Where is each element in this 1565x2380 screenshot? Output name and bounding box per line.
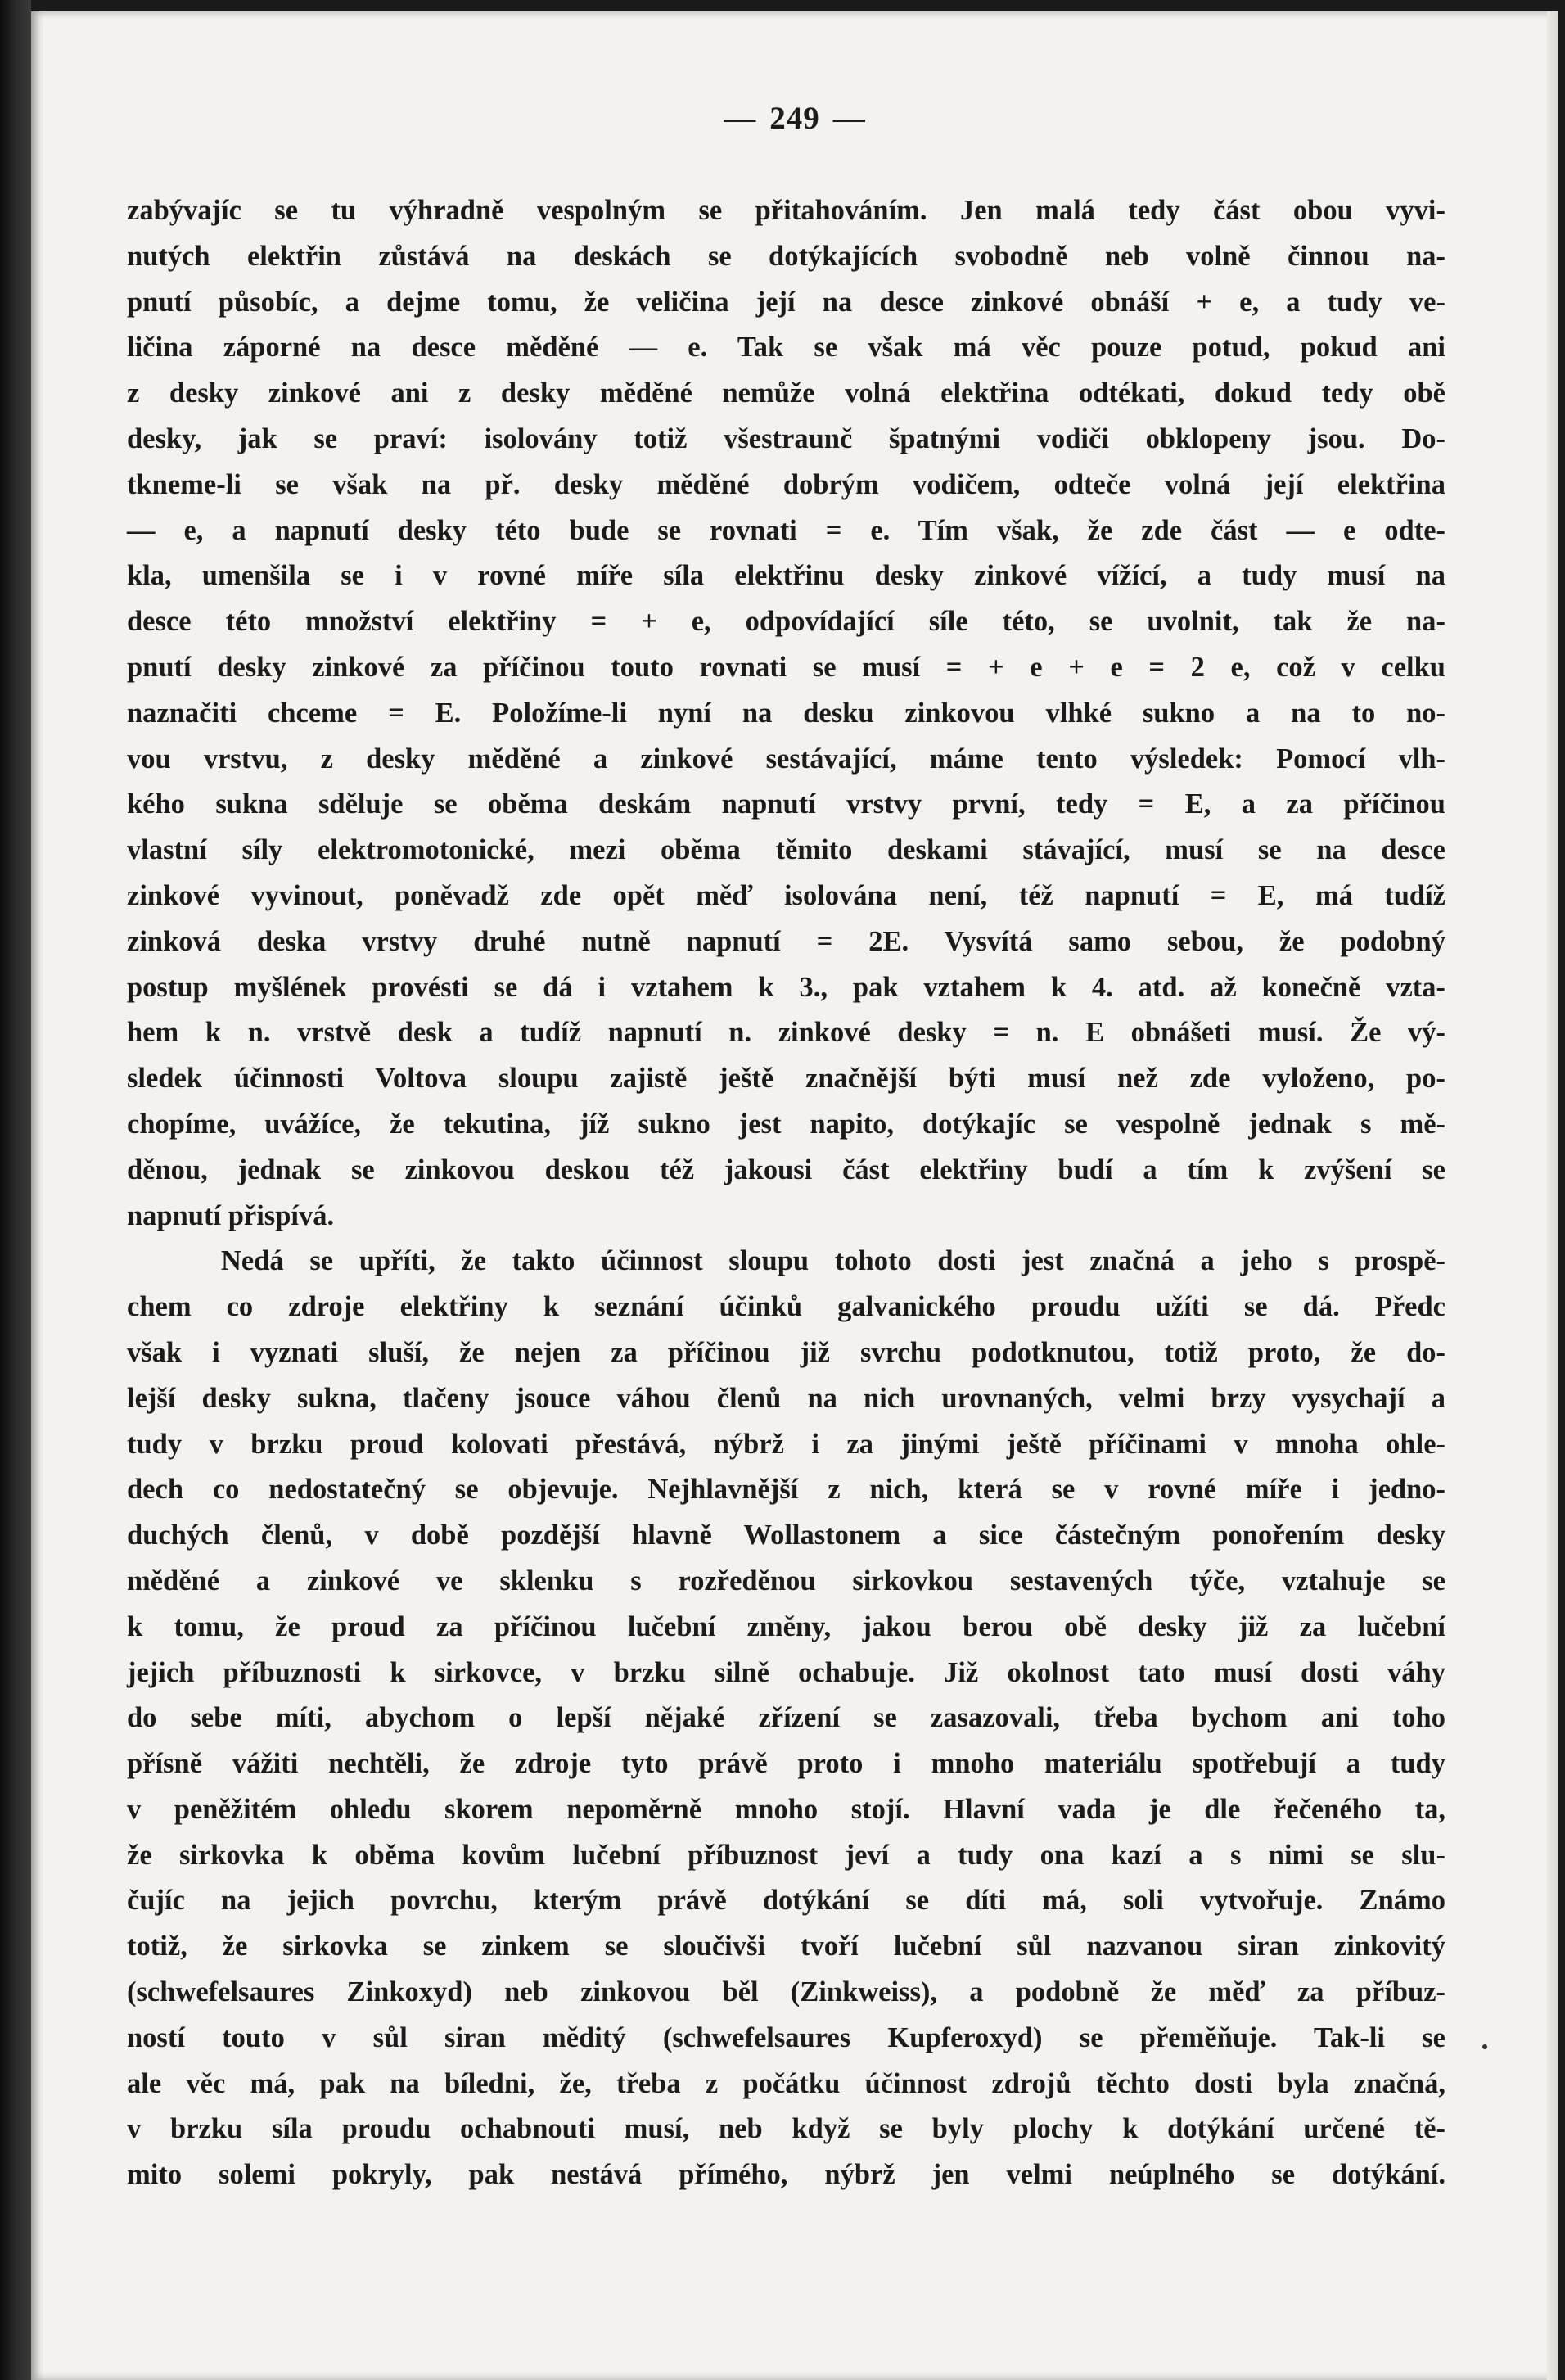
text-line: děnou, jednak se zinkovou deskou též jakousi část elektřiny budí a tím k zvýšení se <box>127 1154 1445 1185</box>
text-line: desky, jak se praví: isolovány totiž všestraunč špatnými vodiči obklopeny jsou. Do- <box>127 422 1445 454</box>
text-line: duchých členů, v době pozdější hlavně Wollastonem a sice částečným ponořením desky <box>127 1520 1445 1551</box>
page-number-dash-left: — <box>724 101 757 136</box>
margin-ink-dot <box>1482 2044 1487 2049</box>
body-text <box>127 188 1445 2244</box>
text-line: zinkové vyvinout, poněvadž zde opět měď isolována není, též napnutí = E, má tudíž <box>127 879 1445 911</box>
page-number-dash-right: — <box>832 101 866 136</box>
text-line: v peněžitém ohledu skorem nepoměrně mnoho stojí. Hlavní vada je dle řečeného ta, <box>127 1793 1445 1825</box>
text-line: však i vyznati sluší, že nejen za příčinou již svrchu podotknutou, totiž proto, že do- <box>127 1336 1445 1368</box>
page-number-value: 249 <box>769 101 820 136</box>
paragraph-start-line: Nedá se upříti, že takto účinnost sloupu tohoto dosti jest značná a jeho s prospě- <box>221 1245 1445 1277</box>
text-line: k tomu, že proud za příčinou lučební změny, jakou berou obě desky již za lučební <box>127 1610 1445 1642</box>
text-line: vlastní síly elektromotonické, mezi oběma těmito deskami stávající, musí se na desce <box>127 834 1445 866</box>
text-line: zinková deska vrstvy druhé nutně napnutí = 2E. Vysvítá samo sebou, že podobný <box>127 925 1445 957</box>
book-page <box>31 11 1558 2380</box>
text-line: ale věc má, pak na bíledni, že, třeba z počátku účinnost zdrojů těchto dosti byla značná, <box>127 2067 1445 2099</box>
text-line: do sebe míti, abychom o lepší nějaké zřízení se zasazovali, třeba bychom ani toho <box>127 1702 1445 1734</box>
text-line: v brzku síla proudu ochabnouti musí, neb když se byly plochy k dotýkání určené tě- <box>127 2113 1445 2145</box>
text-line: lejší desky sukna, tlačeny jsouce váhou členů na nich urovnaných, velmi brzy vysychají a <box>127 1382 1445 1414</box>
text-line: hem k n. vrstvě desk a tudíž napnutí n. zinkové desky = n. E obnášeti musí. Že vý- <box>127 1017 1445 1049</box>
text-line: mito solemi pokryly, pak nestává přímého, nýbrž jen velmi neúplného se dotýkání. <box>127 2159 1445 2191</box>
text-line: pnutí desky zinkové za příčinou touto rovnati se musí = + e + e = 2 e, což v celku <box>127 651 1445 683</box>
text-line: nutých elektřin zůstává na deskách se dotýkajících svobodně neb volně činnou na- <box>127 240 1445 272</box>
text-line: postup myšlének provésti se dá i vztahem k 3., pak vztahem k 4. atd. až konečně vzta- <box>127 971 1445 1003</box>
text-line: chem co zdroje elektřiny k seznání účinků galvanického proudu užíti se dá. Předc <box>127 1291 1445 1323</box>
text-line: ností touto v sůl siran měditý (schwefelsaures Kupferoxyd) se přeměňuje. Tak-li se <box>127 2021 1445 2053</box>
text-line: tkneme-li se však na př. desky měděné dobrým vodičem, odteče volná její elektřina <box>127 468 1445 500</box>
page-number <box>31 100 1558 137</box>
text-line: chopíme, uvážíce, že tekutina, jíž sukno jest napito, dotýkajíc se vespolně jednak s mě- <box>127 1108 1445 1140</box>
paragraph-end-line: napnutí přispívá. <box>127 1199 335 1231</box>
scan-shadow-left <box>0 0 31 2380</box>
text-line: pnutí působíc, a dejme tomu, že veličina její na desce zinkové obnáší + e, a tudy ve- <box>127 286 1445 318</box>
text-line: sledek účinnosti Voltova sloupu zajistě ještě značnější býti musí než zde vyloženo, po- <box>127 1063 1445 1095</box>
text-line: vou vrstvu, z desky měděné a zinkové sestávající, máme tento výsledek: Pomocí vlh- <box>127 743 1445 775</box>
text-line: tudy v brzku proud kolovati přestává, nýbrž i za jinými ještě příčinami v mnoha ohle- <box>127 1428 1445 1460</box>
text-line: dech co nedostatečný se objevuje. Nejhlavnější z nich, která se v rovné míře i jedno- <box>127 1474 1445 1506</box>
text-line: ličina záporné na desce měděné — e. Tak se však má věc pouze potud, pokud ani <box>127 332 1445 364</box>
text-line: z desky zinkové ani z desky měděné nemůže volná elektřina odtékati, dokud tedy obě <box>127 377 1445 409</box>
text-line: naznačiti chceme = E. Položíme-li nyní na desku zinkovou vlhké sukno a na to no- <box>127 697 1445 729</box>
text-line: jejich příbuznosti k sirkovce, v brzku silně ochabuje. Již okolnost tato musí dosti váhy <box>127 1656 1445 1688</box>
text-line: měděné a zinkové ve sklenku s rozředěnou sirkovkou sestavených týče, vztahuje se <box>127 1565 1445 1596</box>
text-line: kla, umenšila se i v rovné míře síla elektřinu desky zinkové vížící, a tudy musí na <box>127 560 1445 592</box>
text-line: přísně vážiti nechtěli, že zdroje tyto právě proto i mnoho materiálu spotřebují a tudy <box>127 1748 1445 1780</box>
paragraph-end-line <box>127 2198 1445 2244</box>
page-edge <box>1547 11 1558 2380</box>
text-line: totiž, že sirkovka se zinkem se sloučivši tvoří lučební sůl nazvanou siran zinkovitý <box>127 1931 1445 1962</box>
text-line: kého sukna sděluje se oběma deskám napnutí vrstvy první, tedy = E, a za příčinou <box>127 788 1445 820</box>
text-line: desce této množství elektřiny = + e, odpovídající síle této, se uvolnit, tak že na- <box>127 606 1445 638</box>
text-line: že sirkovka k oběma kovům lučební příbuznost jeví a tudy ona kazí a s nimi se slu- <box>127 1839 1445 1871</box>
text-line: zabývajíc se tu výhradně vespolným se přitahováním. Jen malá tedy část obou vyvi- <box>127 195 1445 226</box>
text-line: čujíc na jejich povrchu, kterým právě dotýkání se díti má, soli vytvořuje. Známo <box>127 1885 1445 1917</box>
text-line: — e, a napnutí desky této bude se rovnati = e. Tím však, že zde část — e odte- <box>127 514 1445 546</box>
text-line: (schwefelsaures Zinkoxyd) neb zinkovou běl (Zinkweiss), a podobně že měď za příbuz- <box>127 1976 1445 2008</box>
